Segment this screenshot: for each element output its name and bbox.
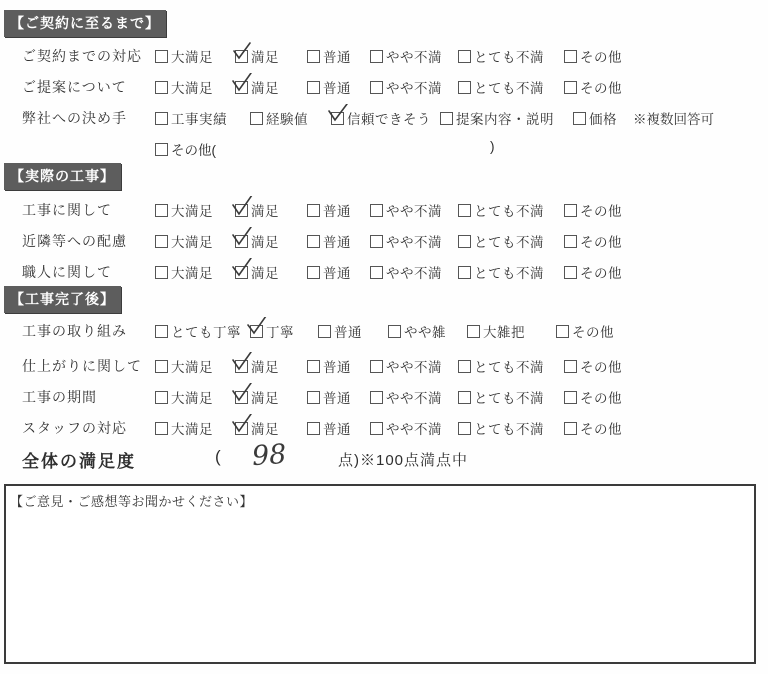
option-manzoku[interactable]: 満足 (235, 200, 279, 220)
checkbox[interactable] (573, 112, 586, 125)
checkbox[interactable] (307, 50, 320, 63)
checkbox[interactable] (370, 81, 383, 94)
question-row (0, 106, 768, 132)
checkbox[interactable] (564, 204, 577, 217)
option-futsuu[interactable]: 普通 (307, 77, 351, 97)
option-totemofuman[interactable]: とても不満 (458, 77, 544, 97)
question-label: 仕上がりに関して (22, 358, 142, 374)
question-label: スタッフの対応 (22, 420, 127, 436)
multi-answer-note: ※複数回答可 (633, 112, 714, 127)
option-sonota[interactable]: その他 (564, 77, 622, 97)
overall-score-value[interactable]: 98 (250, 438, 288, 473)
option-yayafuman[interactable]: やや不満 (370, 262, 442, 282)
section-header-construction: 【実際の工事】 (4, 163, 121, 190)
option-sonota[interactable]: その他 (564, 46, 622, 66)
question-row (0, 354, 768, 380)
option-daimanzoku[interactable]: 大満足 (155, 418, 213, 438)
option-totemofuman[interactable]: とても不満 (458, 46, 544, 66)
checkbox[interactable] (155, 391, 168, 404)
checkbox[interactable] (556, 325, 569, 338)
option-totemofuman[interactable]: とても不満 (458, 262, 544, 282)
option-daimanzoku[interactable]: 大満足 (155, 356, 213, 376)
option-daimanzoku[interactable]: 大満足 (155, 77, 213, 97)
checkbox[interactable] (307, 235, 320, 248)
checkbox[interactable] (467, 325, 480, 338)
option-manzoku[interactable]: 満足 (235, 46, 279, 66)
checkbox[interactable] (250, 112, 263, 125)
question-label: 工事に関して (22, 202, 112, 218)
question-label: ご契約までの対応 (22, 48, 142, 64)
checkbox-checked[interactable] (235, 81, 251, 96)
checkbox[interactable] (370, 204, 383, 217)
checkbox[interactable] (307, 204, 320, 217)
checkbox[interactable] (564, 235, 577, 248)
checkbox[interactable] (370, 360, 383, 373)
checkbox-checked[interactable] (235, 360, 251, 375)
comment-box[interactable] (4, 484, 756, 664)
checkbox[interactable] (388, 325, 401, 338)
overall-score-close-paren (320, 447, 325, 467)
checkbox[interactable] (307, 81, 320, 94)
checkbox-checked[interactable] (235, 235, 251, 250)
option-totemofuman[interactable]: とても不満 (458, 418, 544, 438)
option-totemofuman[interactable]: とても不満 (458, 231, 544, 251)
option-futsuu[interactable]: 普通 (318, 321, 362, 341)
checkbox[interactable] (155, 112, 168, 125)
checkbox-checked[interactable] (235, 391, 251, 406)
option-sonota[interactable]: その他 (556, 321, 614, 341)
overall-score-open-paren: ( (215, 447, 221, 466)
option-teiannaiyou[interactable]: 提案内容・説明 (440, 108, 554, 128)
option-yayazatsu[interactable]: やや雑 (388, 321, 446, 341)
checkbox-checked[interactable] (235, 266, 251, 281)
option-keikenchi[interactable]: 経験値 (250, 108, 308, 128)
question-row (0, 75, 768, 101)
other-label: その他( (171, 143, 216, 158)
question-row (0, 385, 768, 411)
checkbox[interactable] (155, 422, 168, 435)
option-oozappa[interactable]: 大雑把 (467, 321, 525, 341)
option-futsuu[interactable]: 普通 (307, 387, 351, 407)
question-row (0, 229, 768, 255)
overall-score-label: 全体の満足度 (22, 452, 136, 471)
option-futsuu[interactable]: 普通 (307, 356, 351, 376)
option-manzoku[interactable]: 満足 (235, 356, 279, 376)
checkbox[interactable] (307, 391, 320, 404)
checkbox[interactable] (155, 204, 168, 217)
checkbox[interactable] (370, 50, 383, 63)
option-sonota[interactable]: その他 (564, 356, 622, 376)
checkbox[interactable] (370, 422, 383, 435)
option-futsuu[interactable]: 普通 (307, 46, 351, 66)
checkbox[interactable] (318, 325, 331, 338)
option-yayafuman[interactable]: やや不満 (370, 387, 442, 407)
option-daimanzoku[interactable]: 大満足 (155, 200, 213, 220)
question-row (0, 198, 768, 224)
checkbox-checked[interactable] (331, 112, 347, 127)
option-totemofuman[interactable]: とても不満 (458, 387, 544, 407)
question-row (0, 319, 768, 345)
question-label: 工事の取り組み (22, 323, 127, 339)
checkbox[interactable] (307, 360, 320, 373)
option-daimanzoku[interactable]: 大満足 (155, 46, 213, 66)
checkbox[interactable] (307, 266, 320, 279)
option-teinei[interactable]: 丁寧 (250, 321, 294, 341)
checkbox[interactable] (564, 391, 577, 404)
checkbox[interactable] (458, 391, 471, 404)
checkbox[interactable] (458, 81, 471, 94)
checkbox[interactable] (458, 422, 471, 435)
option-totemofuman[interactable]: とても不満 (458, 356, 544, 376)
checkbox[interactable] (458, 235, 471, 248)
checkbox[interactable] (155, 81, 168, 94)
option-totemofuman[interactable]: とても不満 (458, 200, 544, 220)
option-futsuu[interactable]: 普通 (307, 418, 351, 438)
option-futsuu[interactable]: 普通 (307, 200, 351, 220)
question-row (0, 416, 768, 442)
option-manzoku[interactable]: 満足 (235, 262, 279, 282)
option-manzoku[interactable]: 満足 (235, 387, 279, 407)
checkbox[interactable] (370, 266, 383, 279)
option-yayafuman[interactable]: やや不満 (370, 77, 442, 97)
question-label: 工事の期間 (22, 389, 97, 405)
checkbox[interactable] (564, 360, 577, 373)
option-kakaku[interactable]: 価格 (573, 108, 617, 128)
option-yayafuman[interactable]: やや不満 (370, 200, 442, 220)
checkbox[interactable] (155, 50, 168, 63)
checkbox[interactable] (155, 266, 168, 279)
question-label: 職人に関して (22, 264, 112, 280)
checkbox[interactable] (458, 266, 471, 279)
question-label: ご提案について (22, 79, 127, 95)
checkbox[interactable] (564, 50, 577, 63)
checkbox[interactable] (155, 143, 168, 156)
checkbox[interactable] (564, 266, 577, 279)
option-sonota[interactable]: その他 (564, 387, 622, 407)
checkbox[interactable] (370, 391, 383, 404)
checkbox[interactable] (458, 50, 471, 63)
option-daimanzoku[interactable]: 大満足 (155, 262, 213, 282)
checkbox[interactable] (458, 204, 471, 217)
option-sonota[interactable]: その他 (564, 200, 622, 220)
option-futsuu[interactable]: 普通 (307, 262, 351, 282)
option-sonota[interactable]: その他 (564, 231, 622, 251)
other-field-row[interactable] (155, 139, 216, 159)
checkbox[interactable] (564, 81, 577, 94)
checkbox[interactable] (370, 235, 383, 248)
checkbox[interactable] (440, 112, 453, 125)
question-label: 弊社への決め手 (22, 110, 127, 126)
checkbox-checked[interactable] (235, 422, 251, 437)
section-header-after-construction: 【工事完了後】 (4, 286, 121, 313)
checkbox[interactable] (155, 235, 168, 248)
checkbox[interactable] (155, 325, 168, 338)
checkbox[interactable] (307, 422, 320, 435)
checkbox[interactable] (564, 422, 577, 435)
other-close-paren: ) (490, 139, 495, 154)
checkbox-checked[interactable] (250, 325, 266, 340)
option-manzoku[interactable]: 満足 (235, 418, 279, 438)
option-shinrai[interactable]: 信頼できそう (331, 108, 431, 128)
option-yayafuman[interactable]: やや不満 (370, 418, 442, 438)
section-header-contract: 【ご契約に至るまで】 (4, 10, 166, 37)
option-futsuu[interactable]: 普通 (307, 231, 351, 251)
question-row (0, 44, 768, 70)
option-manzoku[interactable]: 満足 (235, 231, 279, 251)
question-label: 近隣等への配慮 (22, 233, 127, 249)
option-daimanzoku[interactable]: 大満足 (155, 231, 213, 251)
checkbox[interactable] (458, 360, 471, 373)
option-yayafuman[interactable]: やや不満 (370, 46, 442, 66)
option-sonota[interactable]: その他 (564, 418, 622, 438)
option-manzoku[interactable]: 満足 (235, 77, 279, 97)
overall-score-suffix: 点)※100点満点中 (338, 452, 469, 469)
option-totemoteinei[interactable]: とても丁寧 (155, 321, 241, 341)
option-yayafuman[interactable]: やや不満 (370, 356, 442, 376)
checkbox-checked[interactable] (235, 50, 251, 65)
option-daimanzoku[interactable]: 大満足 (155, 387, 213, 407)
option-yayafuman[interactable]: やや不満 (370, 231, 442, 251)
option-koujijisseki[interactable]: 工事実績 (155, 108, 227, 128)
comment-box-label: 【ご意見・ご感想等お聞かせください】 (10, 494, 254, 509)
checkbox[interactable] (155, 360, 168, 373)
question-row (0, 260, 768, 286)
checkbox-checked[interactable] (235, 204, 251, 219)
option-sonota[interactable]: その他 (564, 262, 622, 282)
